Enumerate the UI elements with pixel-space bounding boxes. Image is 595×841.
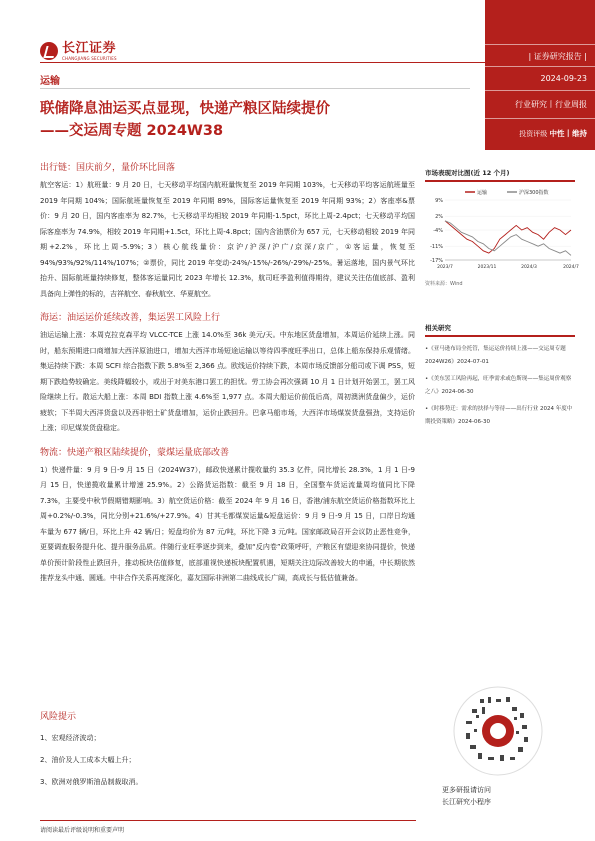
logo-name-cn: 长江证券 (62, 40, 117, 56)
risk-item: 1、宏观经济波动； (40, 734, 101, 742)
section-heading: 物流：快递产粮区陆续提价，蒙煤运量底部改善 (40, 447, 230, 458)
y-tick-label: -4% (433, 228, 443, 234)
panel-divider (485, 90, 595, 91)
panel-divider (485, 66, 595, 67)
series-line-hs300 (445, 221, 571, 256)
section-paragraph: 1）快递件量：9 月 9 日-9 月 15 日（2024W37），邮政快递累计揽收量约 35.3 亿件，同比增长 28.3%，1 月 1 日-9 月 15 日，快递揽收量累计增速 25.9%。2）公路货运指数：截至 9 月 18 日，全国整车货运流量周均值同比下降 7.3%，主要受中秋节假期错期影响。3）航空货运价格：截至 2024 年 9 月 16 日，香港/浦东航空货运价格指数环比上周+0.2%/-0.3%，同比分别+21.6%/+27.9%。4）甘其毛都煤炭运量&短盘运价：9 月 9 日-9 月 15 日，口岸日均通车量为 677 辆/日，环比上升 42 辆/日；短盘均价为 87 元/吨，环比下降 3 元/吨。国家邮政局召开会议防止恶性竞争，更要调查服务提升化、提升服务品质。伴随行业旺季逐步到来，叠加“反内卷”政策呼吁，产粮区有望迎来协同提价，快递单价预计阶段性止跌回升，推动板块估值修复，底部重视快递板块配置机遇，短期关注边际改善较大的申通，中长期依然推荐龙头中通、圆通。中非合作关系再度深化，嘉友国际非洲第二曲线成长广阔，高成长与低估值兼备。 (40, 465, 415, 582)
section-heading: 海运：油运运价延续改善，集运罢工风险上行 (40, 313, 221, 323)
qr-caption: 长江研究小程序 (442, 798, 491, 806)
chart-svg (425, 186, 579, 278)
y-tick-label: -17% (430, 258, 443, 264)
x-tick-label: 2023/11 (477, 265, 497, 270)
industry-category: 运输 (40, 76, 60, 87)
chart-heading-rule (425, 180, 575, 182)
risk-heading: 风险提示 (40, 712, 77, 722)
rating-value: 中性丨维持 (549, 129, 587, 138)
market-performance-chart (425, 186, 579, 278)
related-report-link[interactable]: •《美东罢工风险再起，旺季需求或色斯现——集运周价观察之八》2024-06-30 (425, 376, 572, 395)
panel-divider (485, 44, 595, 45)
related-report-link[interactable]: •《时移势迁：需求的扶择与等待——出行行业 2024 年度中期投资策略》2024-06-30 (425, 406, 573, 425)
section-heading: 出行链：国庆前夕，量价环比回落 (40, 163, 176, 173)
related-research-heading: 相关研究 (425, 324, 451, 332)
logo-text (62, 42, 117, 61)
company-logo (40, 40, 130, 62)
related-heading-rule (425, 335, 575, 337)
qr-code[interactable] (452, 685, 544, 777)
x-tick-label: 2024/3 (521, 265, 537, 270)
section-shipping (40, 310, 415, 437)
x-tick-label: 2024/7 (563, 265, 579, 270)
section-travel (40, 160, 415, 302)
disclaimer-link[interactable]: 请阅读最后评级说明和重要声明 (40, 827, 125, 834)
series-line-transport (445, 221, 571, 253)
logo-mark-icon (40, 42, 58, 60)
investment-rating (519, 128, 587, 139)
report-category-label: | 证券研究报告 | (528, 52, 587, 61)
qr-code-icon (452, 685, 544, 777)
section-paragraph: 油运运输上涨：本周克拉克森平均 VLCC-TCE 上涨 14.0%至 36k 美元/天。中东地区货盘增加，本周运价延续上涨。同时，船东预期进口商增加大西洋原油进口，增加大西洋市场短途运输以等待四季度旺季出口，总体上船东保持乐观情绪。集运持续下跌：本周 SCFI 综合指数下跌 5.8%至 2,366 点。欧线运价持续下跌，本周市场反馈部分船司或下调 PSS，短期下跌趋势较确定。美线降幅较小，或出于对美东港口罢工的担忧。劳工协会再次强调 10 月 1 日计划开始罢工，罢工风险继续上行。散运大船上涨：本周 BDI 指数上涨 4.6%至 1,977 点。本周大船运价前低后高，周初澳洲货盘偏少，运价疲软；下半周大西洋货盘以及西非铝土矿货盘增加，运价止跌回升。巴拿马船市场，大西洋市场煤炭货盘强劲，支持运价上涨；印尼煤炭货盘稳定。 (40, 331, 415, 432)
report-date: 2024-09-23 (540, 74, 587, 83)
section-paragraph: 航空客运：1）航班量：9 月 20 日，七天移动平均国内航班量恢复至 2019 年同期 103%，七天移动平均客运航班量至 2019 年同期 104%；国际航班量恢复至 2019 年同期 89%，国际客运量恢复至 2019 年同期 93%；2）客座率&票价：9 月 20 日，国内客座率为 82.7%，七天移动平均相较 2019 年同期-1.5pct，环比上周-2.4pct；七天移动平均国际客座率为 74.9%，相较 2019 年同期+1.5ct，环比上周-4.8pct；国内含油票价为 657 元，七天移动相较 2019 年同期+2.2%，环比上周-5.9%；3）核心航线量价：京沪/沪深/沪广/京深/京广，①客运量，恢复至 94%/93%/92%/114%/107%；②票价，同比 2019 年变动-24%/-15%/-26%/-29%/-25%。暑运落地，国内景气环比抬升、国际航班量持续修复，整体客运量同比 2023 年增长 12.3%，航司旺季盈利值得期待，建议关注估值底部、盈利具备向上弹性的标的，吉祥航空、春秋航空、华夏航空。 (40, 181, 415, 298)
footer-divider (40, 820, 416, 821)
x-tick-label: 2023/7 (437, 265, 453, 270)
report-info-panel (485, 0, 595, 150)
legend-label: 沪深300指数 (519, 190, 549, 196)
main-content (40, 160, 415, 595)
panel-divider (485, 118, 595, 119)
chart-heading: 市场表现对比图(近 12 个月) (425, 169, 510, 177)
logo-name-en: CHANGJIANG SECURITIES (62, 55, 117, 61)
y-tick-label: 2% (435, 214, 443, 221)
report-title-line1: 联储降息油运买点显现，快递产粮区陆续提价 (40, 101, 330, 117)
report-title-line2: ——交运周专题 2024W38 (40, 123, 224, 139)
qr-caption: 更多研报请访问 (442, 786, 491, 794)
y-tick-label: -11% (430, 244, 443, 251)
report-header (0, 0, 595, 150)
risk-item: 3、欧洲对俄罗斯油品制裁取消。 (40, 778, 143, 786)
sidebar (425, 160, 579, 433)
chart-source: 资料来源：Wind (425, 281, 463, 287)
category-divider (40, 88, 470, 89)
section-logistics (40, 445, 415, 587)
risk-item: 2、油价及人工成本大幅上升； (40, 756, 136, 764)
report-type: 行业研究丨行业周报 (515, 100, 587, 109)
related-report-link[interactable]: •《亚马逊布局全托管，集运运价持续上涨——交运周专题 2024W26》2024-07-01 (425, 346, 566, 365)
rating-label: 投资评级 (519, 130, 548, 138)
y-tick-label: 9% (435, 198, 443, 204)
legend-label: 运输 (477, 190, 488, 196)
